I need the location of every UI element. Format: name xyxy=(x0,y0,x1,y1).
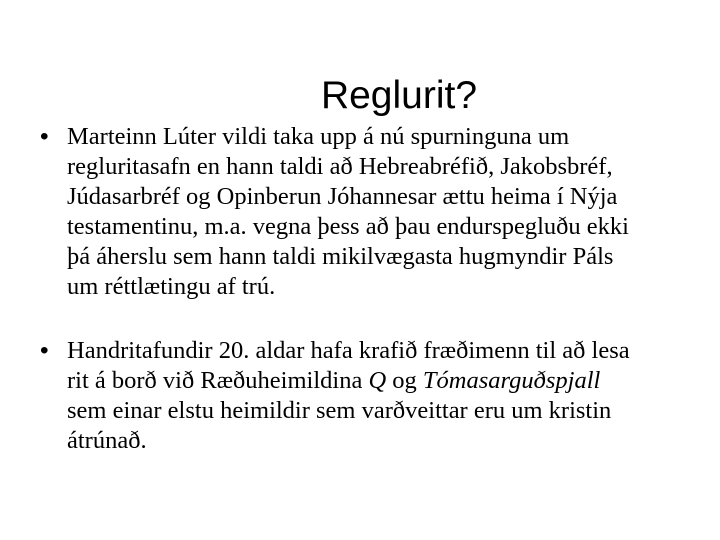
bullet-2-line-4: átrúnað. xyxy=(67,427,147,454)
bullet-icon: • xyxy=(40,337,49,364)
bullet-1-line-1: Marteinn Lúter vildi taka upp á nú spurninguna um xyxy=(67,123,570,150)
bullet-2-line-2-text-c: og xyxy=(386,367,423,394)
bullet-icon: • xyxy=(40,123,49,150)
bullet-item-2 xyxy=(40,336,714,456)
bullet-1-line-3: Júdasarbréf og Opinberun Jóhannesar ættu heima í Nýja xyxy=(67,183,618,210)
slide-title: Reglurit? xyxy=(320,74,478,117)
bullet-2-line-2-gospel-title: Tómasarguðspjall xyxy=(422,367,601,394)
bullet-item-1 xyxy=(40,122,714,302)
bullet-list xyxy=(40,122,714,456)
bullet-2-line-2-text-a: rit á borð við Ræðuheimildina xyxy=(67,367,369,394)
bullet-2-line-3: sem einar elstu heimildir sem varðveittar eru um kristin xyxy=(67,397,612,424)
bullet-1-line-4: testamentinu, m.a. vegna þess að þau endurspegluðu ekki xyxy=(67,213,629,240)
bullet-1-line-5: þá áherslu sem hann taldi mikilvægasta hugmyndir Páls xyxy=(67,243,614,270)
bullet-1-line-6: um réttlætingu af trú. xyxy=(67,273,276,300)
bullet-2-line-1: Handritafundir 20. aldar hafa krafið fræðimenn til að lesa xyxy=(67,337,630,364)
bullet-2-line-2 xyxy=(67,366,714,396)
bullet-2-line-2-source-q: Q xyxy=(368,367,387,394)
bullet-1-line-2: regluritasafn en hann taldi að Hebreabréfið, Jakobsbréf, xyxy=(67,153,613,180)
